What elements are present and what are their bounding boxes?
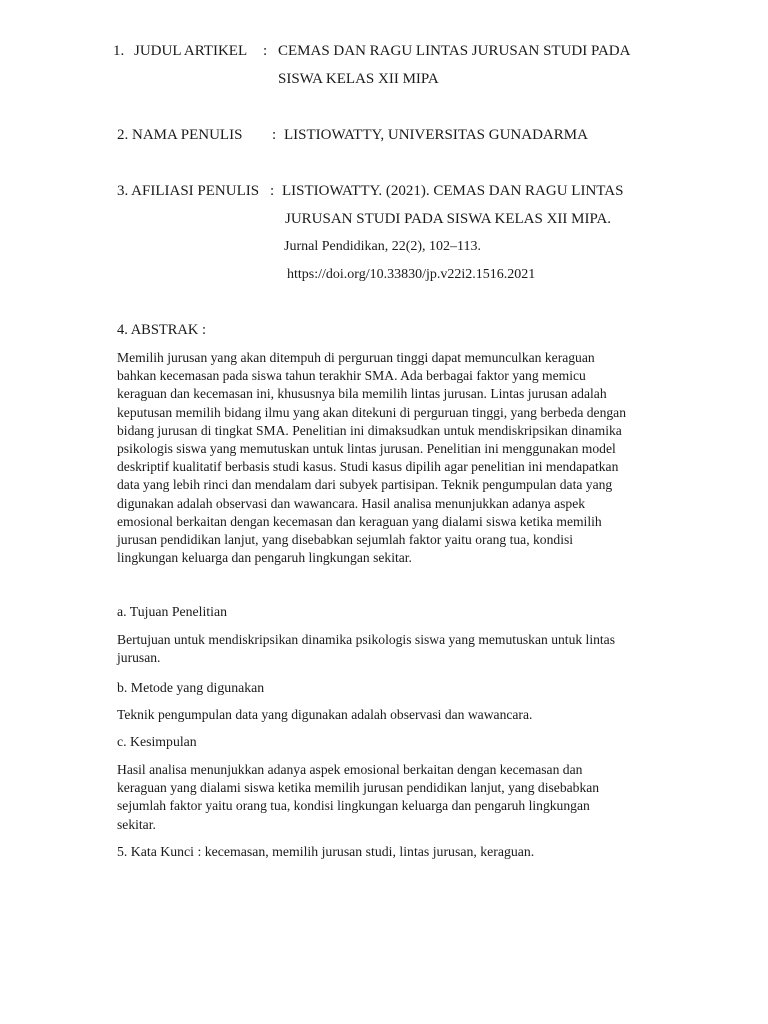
abstract-line: emosional berkaitan dengan kecemasan dan keraguan yang dialami siswa ketika memilih	[117, 513, 602, 529]
abstract-line: bahkan kecemasan pada siswa tahun terakhir SMA. Ada berbagai faktor yang memicu	[117, 368, 586, 384]
section-c-line: keraguan yang dialami siswa ketika memilih jurusan pendidikan lanjut, yang disebabkan	[117, 780, 600, 796]
section-b-line: Teknik pengumpulan data yang digunakan adalah observasi dan wawancara.	[117, 707, 533, 722]
section-a-heading: a. Tujuan Penelitian	[117, 604, 227, 619]
abstract-line: lingkungan keluarga dan pengaruh lingkungan sekitar.	[117, 550, 412, 566]
item5-keywords: 5. Kata Kunci : kecemasan, memilih jurusan studi, lintas jurusan, keraguan.	[117, 844, 535, 859]
item3-label: 3. AFILIASI PENULIS	[117, 183, 260, 199]
item1-number: 1.	[113, 43, 125, 59]
section-c-line: sejumlah faktor yaitu orang tua, kondisi lingkungan keluarga dan pengaruh lingkungan	[117, 798, 590, 814]
item2-colon: :	[272, 127, 277, 143]
item1-title-line1: CEMAS DAN RAGU LINTAS JURUSAN STUDI PADA	[278, 43, 631, 59]
abstract-paragraph	[117, 349, 653, 567]
item1-label: JUDUL ARTIKEL	[134, 43, 248, 59]
section-b-heading: b. Metode yang digunakan	[117, 680, 265, 695]
section-c-heading: c. Kesimpulan	[117, 734, 197, 749]
abstract-line: keputusan memilih bidang ilmu yang akan ditekuni di perguruan tinggi, yang berbeda dengan	[117, 404, 627, 420]
item2-label: 2. NAMA PENULIS	[117, 127, 243, 143]
section-b-paragraph	[117, 706, 653, 724]
item1-title-line2: SISWA KELAS XII MIPA	[278, 71, 439, 87]
item1-colon: :	[263, 43, 268, 59]
abstract-line: data yang lebih rinci dan mendalam dari subyek partisipan. Teknik pengumpulan data yang	[117, 477, 613, 493]
item3-citation-line2: JURUSAN STUDI PADA SISWA KELAS XII MIPA.	[285, 211, 612, 227]
abstract-line: psikologis siswa yang memutuskan untuk lintas jurusan. Penelitian ini menggunakan model	[117, 441, 616, 457]
item3-citation-line1: LISTIOWATTY. (2021). CEMAS DAN RAGU LINTAS	[282, 183, 624, 199]
abstract-line: keraguan dan kecemasan ini, khususnya bila memilih lintas jurusan. Lintas jurusan adalah	[117, 386, 607, 402]
abstract-line: digunakan adalah observasi dan wawancara. Hasil analisa menunjukkan adanya aspek	[117, 495, 586, 511]
abstract-line: Memilih jurusan yang akan ditempuh di perguruan tinggi dapat memunculkan keraguan	[117, 350, 595, 365]
section-c-line: sekitar.	[117, 816, 156, 832]
abstract-line: deskriptif kualitatif berbasis studi kasus. Studi kasus dipilih agar penelitian ini mendapatkan	[117, 459, 619, 475]
abstract-line: jurusan pendidikan lanjut, yang disebabkan sejumlah faktor yaitu orang tua, kondisi	[117, 532, 574, 548]
section-a-line: Bertujuan untuk mendiskripsikan dinamika psikologis siswa yang memutuskan untuk lintas	[117, 632, 616, 647]
section-a-line: jurusan.	[117, 650, 161, 666]
item4-abstract-label: 4. ABSTRAK :	[117, 322, 207, 338]
section-c-line: Hasil analisa menunjukkan adanya aspek emosional berkaitan dengan kecemasan dan	[117, 762, 583, 777]
item3-doi-link[interactable]: https://doi.org/10.33830/jp.v22i2.1516.2021	[287, 267, 536, 282]
section-a-paragraph	[117, 631, 653, 667]
item3-colon: :	[270, 183, 275, 199]
item2-author: LISTIOWATTY, UNIVERSITAS GUNADARMA	[284, 127, 588, 143]
abstract-line: bidang jurusan di tingkat SMA. Penelitian ini dimaksudkan untuk mendiskripsikan dinamika	[117, 422, 622, 438]
section-c-paragraph	[117, 761, 653, 834]
item3-citation-line3: Jurnal Pendidikan, 22(2), 102–113.	[284, 239, 482, 254]
